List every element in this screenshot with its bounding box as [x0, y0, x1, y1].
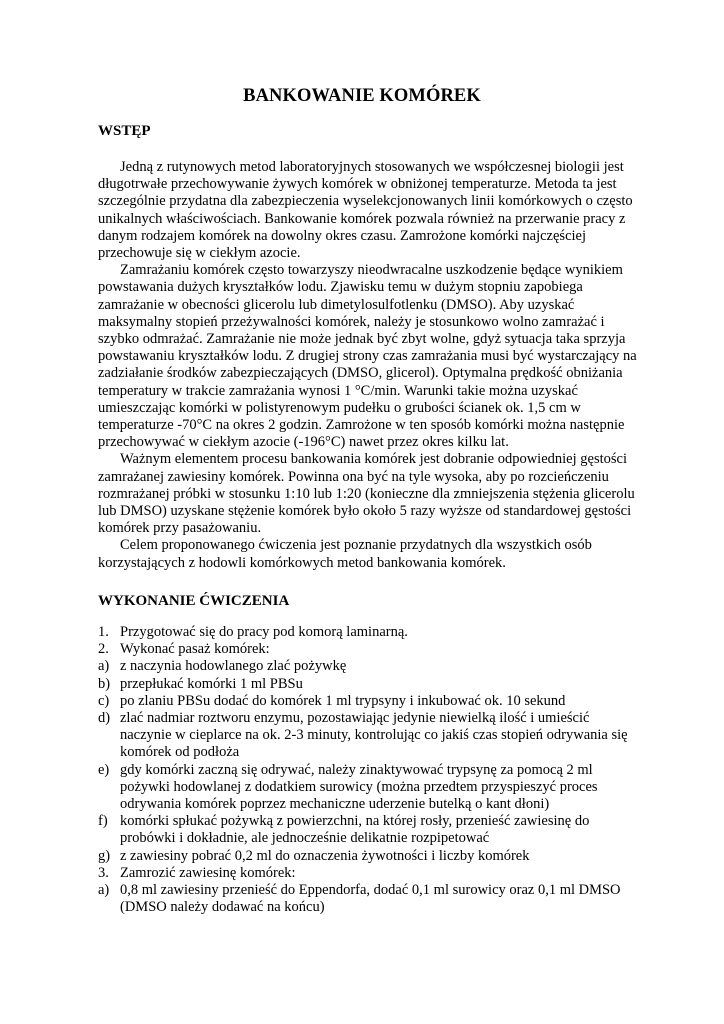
- list-item: [98, 848, 638, 865]
- list-item-text: z naczynia hodowlanego zlać pożywkę: [120, 658, 347, 675]
- list-item: [98, 762, 638, 814]
- list-marker: 1.: [98, 624, 109, 640]
- list-item-text: Zamrozić zawiesinę komórek:: [120, 864, 296, 881]
- list-item: [98, 693, 638, 710]
- list-marker: b): [98, 675, 111, 692]
- list-item: [98, 882, 638, 916]
- intro-paragraph: Zamrażaniu komórek często towarzyszy nieodwracalne uszkodzenie będące wynikiem powstawania dużych kryształków lodu. Zjawisku temu w dużym stopniu zapobiega zamrażanie w obecności glicerolu lub dimetylosulfotlenku (DMSO). Aby uzyskać maksymalny stopień przeżywalności komórek, należy je stosunkowo wolno zamrażać i szybko odmrażać. Zamrażanie nie może jednak być zbyt wolne, gdyż sytuacja taka sprzyja powstawaniu kryształków lodu. Z drugiej strony czas zamrażania musi być wystarczający na zadziałanie środków zabezpieczających (DMSO, glicerol). Optymalna prędkość obniżania temperatury w trakcie zamrażania wynosi 1 °C/min. Warunki takie można uzyskać umieszczając komórki w polistyrenowym pudełku o grubości ścianek ok. 1,5 cm w temperaturze -70°C na okres 2 godzin. Zamrożone w ten sposób komórki można następnie przechowywać w ciekłym azocie (-196°C) nawet przez okres kilku lat.: [98, 262, 637, 451]
- exercise-heading: WYKONANIE ĆWICZENIA: [98, 593, 290, 609]
- list-item: [98, 624, 638, 641]
- list-item-text: po zlaniu PBSu dodać do komórek 1 ml trypsyny i inkubować ok. 10 sekund: [120, 692, 566, 709]
- list-item-text: zlać nadmiar roztworu enzymu, pozostawiając jedynie niewielką ilość i umieścić naczynie w cieplarce na ok. 2-3 minuty, kontrolując co jakiś czas stopień odrywania się komórek od podłoża: [120, 710, 628, 761]
- list-marker: 2.: [98, 641, 109, 658]
- list-marker: e): [98, 761, 110, 778]
- document-title: BANKOWANIE KOMÓREK: [243, 86, 481, 106]
- list-item: [98, 710, 638, 762]
- list-item: [98, 813, 638, 847]
- exercise-steps-list: [98, 624, 638, 916]
- list-item-text: przepłukać komórki 1 ml PBSu: [120, 675, 303, 692]
- list-marker: 3.: [98, 864, 109, 881]
- intro-paragraph: Celem proponowanego ćwiczenia jest poznanie przydatnych dla wszystkich osób korzystających z hodowli komórkowych metod bankowania komórek.: [98, 537, 592, 571]
- list-marker: c): [98, 692, 110, 709]
- intro-paragraph: Jedną z rutynowych metod laboratoryjnych stosowanych we współczesnej biologii jest długotrwałe przechowywanie żywych komórek w obniżonej temperaturze. Metoda ta jest szczególnie przydatna dla zabezpieczenia wyselekcjonowanych linii komórkowych o często unikalnych właściwościach. Bankowanie komórek pozwala również na przerwanie pracy z danym rodzajem komórek na dowolny okres czasu. Zamrożone komórki najczęściej przechowuje się w ciekłym azocie.: [98, 159, 633, 262]
- list-marker: a): [98, 658, 110, 675]
- intro-heading: WSTĘP: [98, 123, 151, 139]
- list-item-text: z zawiesiny pobrać 0,2 ml do oznaczenia żywotności i liczby komórek: [120, 847, 530, 864]
- list-item: [98, 641, 638, 658]
- list-item-text: Wykonać pasaż komórek:: [120, 641, 270, 658]
- list-marker: d): [98, 710, 111, 727]
- list-marker: a): [98, 882, 110, 899]
- list-item: [98, 658, 638, 675]
- list-item: [98, 865, 638, 882]
- list-item-text: komórki spłukać pożywką z powierzchni, na której rosły, przenieść zawiesinę do probówki i dokładnie, ale jednocześnie delikatnie rozpipetować: [120, 813, 590, 847]
- intro-text: [98, 159, 638, 572]
- list-marker: f): [98, 813, 108, 830]
- list-item-text: Przygotować się do pracy pod komorą laminarną.: [120, 624, 408, 640]
- intro-paragraph: Ważnym elementem procesu bankowania komórek jest dobranie odpowiedniej gęstości zamrażanej zawiesiny komórek. Powinna ona być na tyle wysoka, aby po rozcieńczeniu rozmrażanej próbki w stosunku 1:10 lub 1:20 (konieczne dla zmniejszenia stężenia glicerolu lub DMSO) uzyskane stężenie komórek było około 5 razy wyższe od standardowej gęstości komórek przy pasażowaniu.: [98, 451, 635, 537]
- list-item-text: gdy komórki zaczną się odrywać, należy zinaktywować trypsynę za pomocą 2 ml pożywki hodowlanej z dodatkiem surowicy (można przedtem przyspieszyć proces odrywania komórek poprzez mechaniczne uderzenie butelką o kant dłoni): [120, 761, 598, 813]
- list-marker: g): [98, 847, 111, 864]
- list-item-text: 0,8 ml zawiesiny przenieść do Eppendorfa, dodać 0,1 ml surowicy oraz 0,1 ml DMSO (DMSO należy dodawać na końcu): [120, 882, 621, 916]
- list-item: [98, 676, 638, 693]
